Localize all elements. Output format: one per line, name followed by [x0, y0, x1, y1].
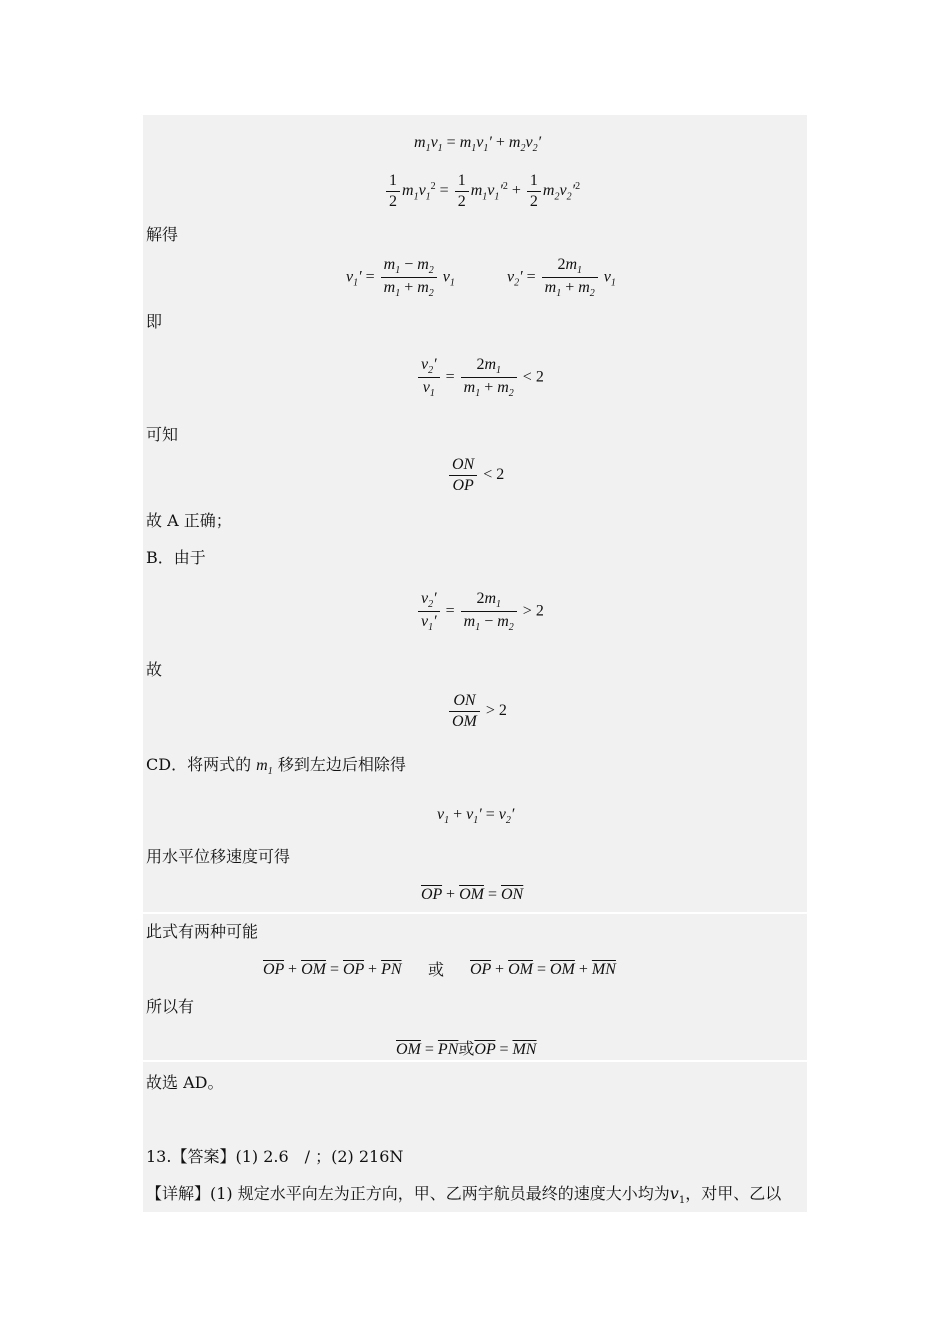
v1-prime-solution: $v_1'$ = $\frac{m_1 - m_2}{m_1 + m_2}$ $v_1$	[346, 256, 455, 300]
text-cd-prefix: CD．将两式的	[146, 755, 252, 774]
question-13-answer: 13.【答案】(1) 2.6 / ；(2) 216N	[146, 1147, 404, 1166]
detail-v-symbol: v	[669, 1184, 679, 1203]
v2-prime-solution: $v_2'$ = $\frac{2m_1}{m_1 + m_2}$ $v_1$	[507, 256, 616, 300]
distance-sum-equation: $\overline{OP} + \overline{OM} = \overline{ON}$	[421, 886, 524, 903]
text-jiede: 解得	[146, 225, 179, 244]
on-om-inequality: $\frac{ON}{OM}$ > 2	[447, 692, 507, 731]
detail-v-sub: 1	[678, 1195, 686, 1207]
text-gu-a: 故 A 正确；	[146, 511, 232, 530]
m1-symbol: $m_1$	[256, 757, 273, 778]
text-b-youyu: B．由于	[146, 548, 206, 567]
text-huo-2: 或	[458, 1041, 475, 1058]
text-ciyou: 此式有两种可能	[146, 922, 259, 941]
detail-tail: ，对甲、乙以	[685, 1184, 782, 1203]
solution-panel-top	[143, 115, 807, 912]
on-op-inequality: $\frac{ON}{OP}$ < 2	[447, 456, 504, 495]
ratio-inequality-1: $\frac{v_2'}{v_1}$ = $\frac{2m_1}{m_1 + m_2}$ < 2	[416, 356, 544, 399]
text-ji: 即	[146, 312, 163, 331]
text-guxuan: 故选 AD。	[146, 1073, 224, 1092]
conclusion-equation: $\overline{OM} = \overline{PN}$或$\overline{OP} = \overline{MN}$	[396, 1041, 537, 1058]
text-suoyi: 所以有	[146, 997, 195, 1016]
possibility-equation-2: $\overline{OP} + \overline{OM} = \overline{OM} + \overline{MN}$	[470, 961, 616, 978]
detail-text: 【详解】(1) 规定水平向左为正方向，甲、乙两宇航员最终的速度大小均为	[146, 1184, 670, 1203]
ratio-inequality-2: $\frac{v_2'}{v_1'}$ = $\frac{2m_1}{m_1 - m_2}$ > 2	[416, 590, 544, 633]
text-kezhi: 可知	[146, 425, 179, 444]
text-gu: 故	[146, 660, 163, 679]
text-cd-suffix: 移到左边后相除得	[277, 755, 406, 774]
momentum-equation: $m_1v_1 = m_1v_1' + m_2v_2'$	[414, 134, 542, 155]
text-huo: 或	[428, 960, 445, 979]
velocity-sum-equation: $v_1 + v_1' = v_2'$	[437, 806, 515, 827]
energy-equation: $\frac{1}{2}$ $m_1v_1^2$ = $\frac{1}{2}$ $m_1v_1'^2$ + $\frac{1}{2}$ $m_2v_2'^2$	[384, 172, 580, 211]
text-cd	[146, 755, 406, 782]
question-13-detail	[146, 1184, 781, 1211]
possibility-equation-1: $\overline{OP} + \overline{OM} = \overline{OP} + \overline{PN}$	[263, 961, 402, 978]
text-shuiping: 用水平位移速度可得	[146, 847, 291, 866]
